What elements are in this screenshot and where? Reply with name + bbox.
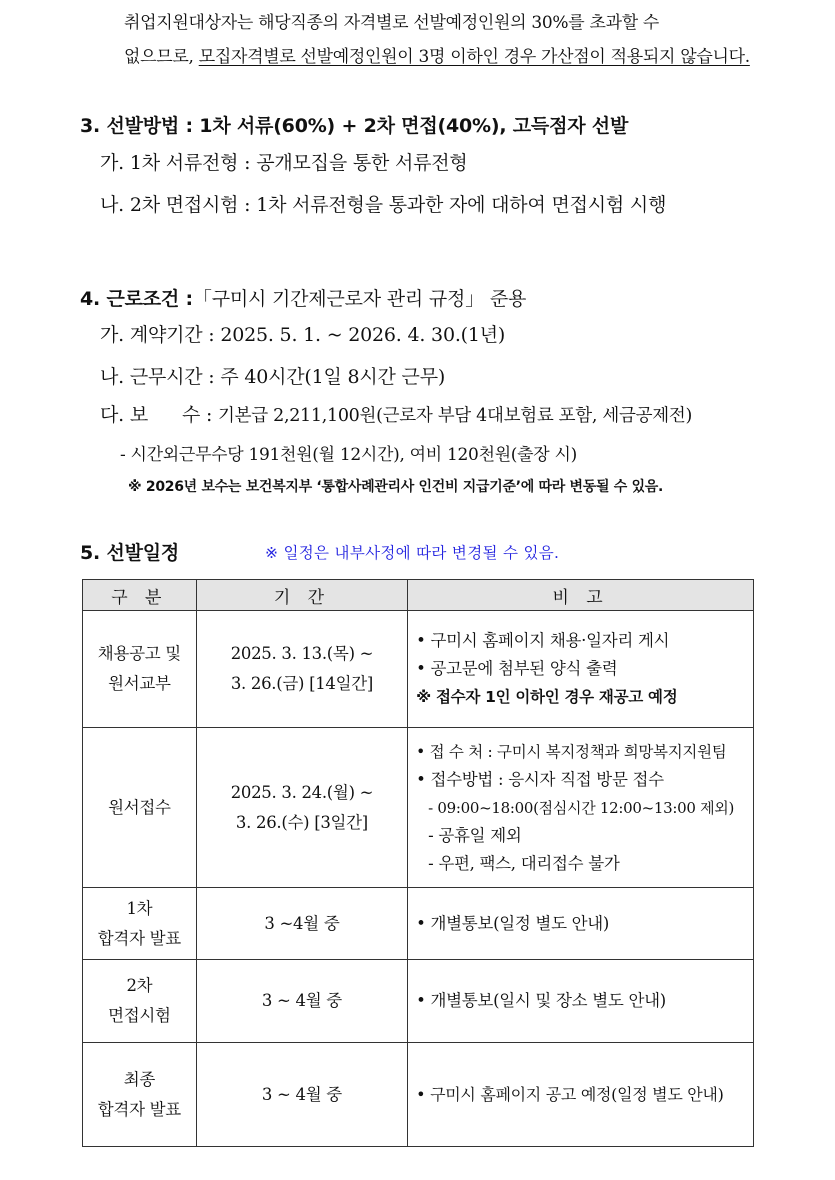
row-4-remarks bbox=[408, 960, 754, 1043]
section-3-item-a: 가. 1차 서류전형 : 공개모집을 통한 서류전형 bbox=[100, 152, 468, 174]
row-1-period bbox=[196, 611, 407, 728]
cell-line: - 09:00~18:00(점심시간 12:00~13:00 제외) bbox=[428, 798, 735, 817]
table-row bbox=[83, 728, 754, 888]
table-row bbox=[83, 888, 754, 960]
row-3-remarks bbox=[408, 888, 754, 960]
section-5-schedule-note: ※ 일정은 내부사정에 따라 변경될 수 있음. bbox=[265, 544, 560, 562]
cell-line: • 접 수 처 : 구미시 복지정책과 희망복지지원팀 bbox=[416, 742, 727, 761]
row-5-period bbox=[196, 1043, 407, 1147]
table-header-row bbox=[83, 580, 754, 611]
cell-line: 채용공고 및 bbox=[97, 644, 181, 663]
row-2-period bbox=[196, 728, 407, 888]
row-5-remarks bbox=[408, 1043, 754, 1147]
section-4-item-b: 나. 근무시간 : 주 40시간(1일 8시간 근무) bbox=[100, 366, 446, 388]
section-4-heading bbox=[80, 284, 526, 311]
cell-line: 최종 bbox=[123, 1069, 155, 1089]
section-4-heading-label: 4. 근로조건 : bbox=[80, 288, 193, 310]
cell-line: - 우편, 팩스, 대리접수 불가 bbox=[428, 853, 620, 873]
cell-line: • 공고문에 첨부된 양식 출력 bbox=[416, 659, 618, 678]
cell-line: 3 ~ 4월 중 bbox=[261, 1084, 342, 1104]
cell-line: 합격자 발표 bbox=[97, 928, 181, 948]
cell-line: • 구미시 홈페이지 채용·일자리 게시 bbox=[416, 631, 670, 650]
section-4-item-c-label: 다. 보 bbox=[100, 404, 148, 426]
section-5-heading: 5. 선발일정 bbox=[80, 542, 180, 564]
table-row bbox=[83, 960, 754, 1043]
cell-line: • 구미시 홈페이지 공고 예정(일정 별도 안내) bbox=[416, 1084, 724, 1104]
row-3-category bbox=[83, 888, 197, 960]
row-2-category bbox=[83, 728, 197, 888]
section-4-heading-rest: 「구미시 기간제근로자 관리 규정」 준용 bbox=[192, 288, 527, 310]
section-4-item-c-value: 기본급 2,211,100원(근로자 부담 4대보험료 포함, 세금공제전) bbox=[218, 406, 692, 426]
row-3-period bbox=[196, 888, 407, 960]
section-4-sub-note: - 시간외근무수당 191천원(월 12시간), 여비 120천원(출장 시) bbox=[120, 445, 577, 465]
table-row bbox=[83, 1043, 754, 1147]
cell-line: 2025. 3. 24.(월) ~ bbox=[230, 782, 374, 802]
header-remarks: 비 고 bbox=[408, 580, 754, 611]
cell-line: 2025. 3. 13.(목) ~ bbox=[230, 644, 374, 663]
section-4-item-c bbox=[100, 400, 692, 427]
row-2-remarks bbox=[408, 728, 754, 888]
section-3-heading: 3. 선발방법 : 1차 서류(60%) + 2차 면접(40%), 고득점자 선발 bbox=[80, 115, 629, 137]
row-4-period bbox=[196, 960, 407, 1043]
section-4-item-c-label2: 수 : bbox=[182, 404, 213, 426]
cell-line: 원서교부 bbox=[108, 674, 171, 693]
header-category: 구 분 bbox=[83, 580, 197, 611]
row-4-category bbox=[83, 960, 197, 1043]
cell-line: 1차 bbox=[126, 898, 153, 918]
section-4-salary-notice: ※ 2026년 보수는 보건복지부 ‘통합사례관리사 인건비 지급기준’에 따라 변동될 수 있음. bbox=[128, 479, 664, 495]
intro-line-2-prefix: 없으므로, bbox=[124, 47, 199, 67]
header-period: 기 간 bbox=[196, 580, 407, 611]
cell-line: 2차 bbox=[126, 976, 153, 995]
cell-line: 3. 26.(금) [14일간] bbox=[230, 674, 374, 693]
section-4-item-a: 가. 계약기간 : 2025. 5. 1. ~ 2026. 4. 30.(1년) bbox=[100, 324, 506, 346]
intro-line-2 bbox=[124, 42, 750, 67]
row-1-remarks bbox=[408, 611, 754, 728]
cell-line: 면접시험 bbox=[108, 1006, 171, 1025]
row-1-category bbox=[83, 611, 197, 728]
cell-line: • 개별통보(일시 및 장소 별도 안내) bbox=[416, 991, 666, 1010]
intro-line-1: 취업지원대상자는 해당직종의 자격별로 선발예정인원의 30%를 초과할 수 bbox=[124, 13, 660, 33]
intro-underlined-notice: 모집자격별로 선발예정인원이 3명 이하인 경우 가산점이 적용되지 않습니다. bbox=[198, 47, 750, 67]
table-row bbox=[83, 611, 754, 728]
cell-line: 3 ~ 4월 중 bbox=[261, 991, 342, 1010]
section-3-item-b: 나. 2차 면접시험 : 1차 서류전형을 통과한 자에 대하여 면접시험 시행 bbox=[100, 194, 667, 216]
cell-line: • 개별통보(일정 별도 안내) bbox=[416, 913, 610, 933]
cell-line: - 공휴일 제외 bbox=[428, 825, 522, 845]
cell-line: 원서접수 bbox=[108, 797, 171, 817]
cell-line: • 접수방법 : 응시자 직접 방문 접수 bbox=[416, 769, 664, 789]
reannouncement-notice: ※ 접수자 1인 이하인 경우 재공고 예정 bbox=[416, 688, 678, 706]
schedule-table bbox=[82, 579, 754, 1147]
row-5-category bbox=[83, 1043, 197, 1147]
cell-line: 합격자 발표 bbox=[97, 1099, 181, 1119]
cell-line: 3 ~4월 중 bbox=[264, 913, 340, 933]
cell-line: 3. 26.(수) [3일간] bbox=[235, 812, 368, 832]
